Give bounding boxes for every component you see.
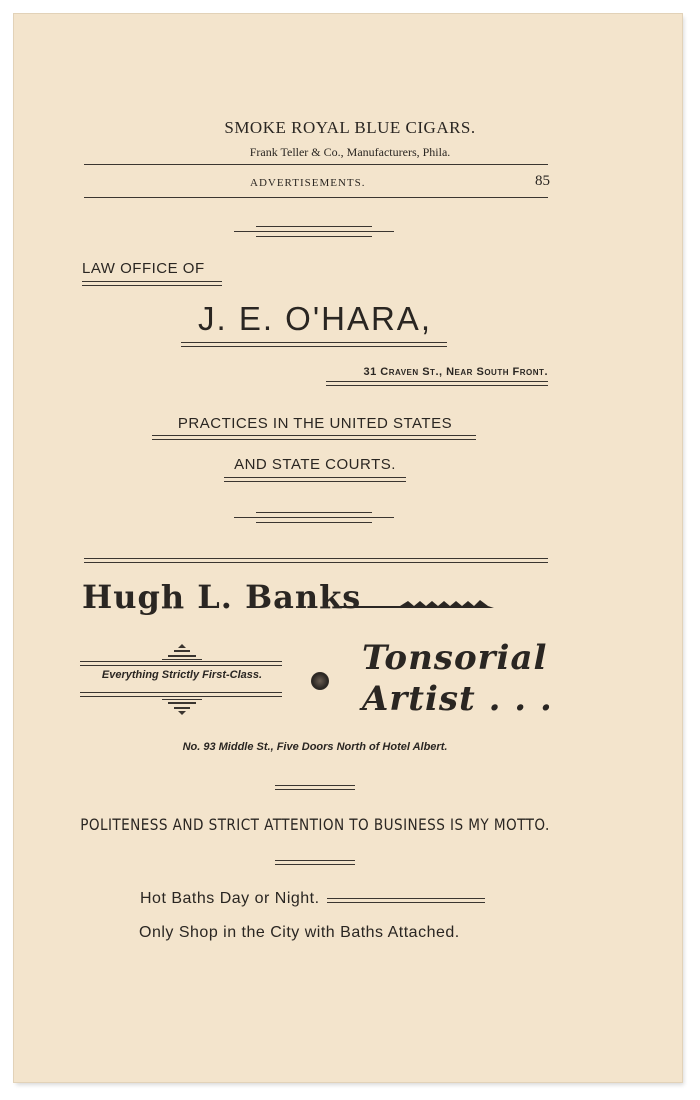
hot-baths-rule xyxy=(327,898,485,903)
ornament-dot-icon xyxy=(311,672,329,690)
short-rule-lower xyxy=(275,860,355,865)
tagline-rule-bottom xyxy=(80,692,282,697)
attorney-name: J. E. O'HARA, xyxy=(197,300,432,337)
address-rule xyxy=(326,381,548,386)
practice-line-1-rule xyxy=(152,435,476,440)
attorney-name-rule xyxy=(181,342,447,347)
practice-line-1: PRACTICES IN THE UNITED STATES xyxy=(177,415,453,432)
only-shop-line: Only Shop in the City with Baths Attached. xyxy=(139,924,460,941)
page-number: 85 xyxy=(535,173,550,189)
cigar-banner: SMOKE ROYAL BLUE CIGARS. xyxy=(224,118,476,137)
law-label-rule xyxy=(82,281,222,286)
ornament-rule-top xyxy=(234,225,394,241)
practice-line-2-rule xyxy=(224,477,406,482)
hot-baths-line: Hot Baths Day or Night. xyxy=(140,890,320,907)
barber-motto: POLITENESS AND STRICT ATTENTION TO BUSINESS IS MY MOTTO. xyxy=(80,815,550,834)
ornament-top-icon xyxy=(160,643,204,661)
barber-name: Hugh L. Banks xyxy=(82,578,362,616)
zigzag-flourish-icon xyxy=(340,598,496,612)
law-office-address: 31 Craven St., Near South Front. xyxy=(363,366,548,378)
section-label: ADVERTISEMENTS. xyxy=(250,177,366,189)
ornament-rule-bottom xyxy=(234,511,394,527)
title-tonsorial: Tonsorial xyxy=(362,638,548,678)
ornament-bottom-icon xyxy=(160,698,204,716)
barber-tagline: Everything Strictly First-Class. xyxy=(101,669,263,681)
section-divider xyxy=(84,558,548,563)
practice-line-2: AND STATE COURTS. xyxy=(234,456,396,473)
title-artist: Artist . . . xyxy=(362,679,553,719)
page-sheet xyxy=(14,14,682,1082)
short-rule-upper xyxy=(275,785,355,790)
tagline-rule-top xyxy=(80,661,282,666)
barber-address: No. 93 Middle St., Five Doors North of Hotel Albert. xyxy=(182,741,448,753)
law-office-label: LAW OFFICE OF xyxy=(82,260,205,277)
manufacturer-line: Frank Teller & Co., Manufacturers, Phila. xyxy=(249,145,451,159)
header-bottom-rule xyxy=(84,197,548,198)
header-top-rule xyxy=(84,164,548,165)
